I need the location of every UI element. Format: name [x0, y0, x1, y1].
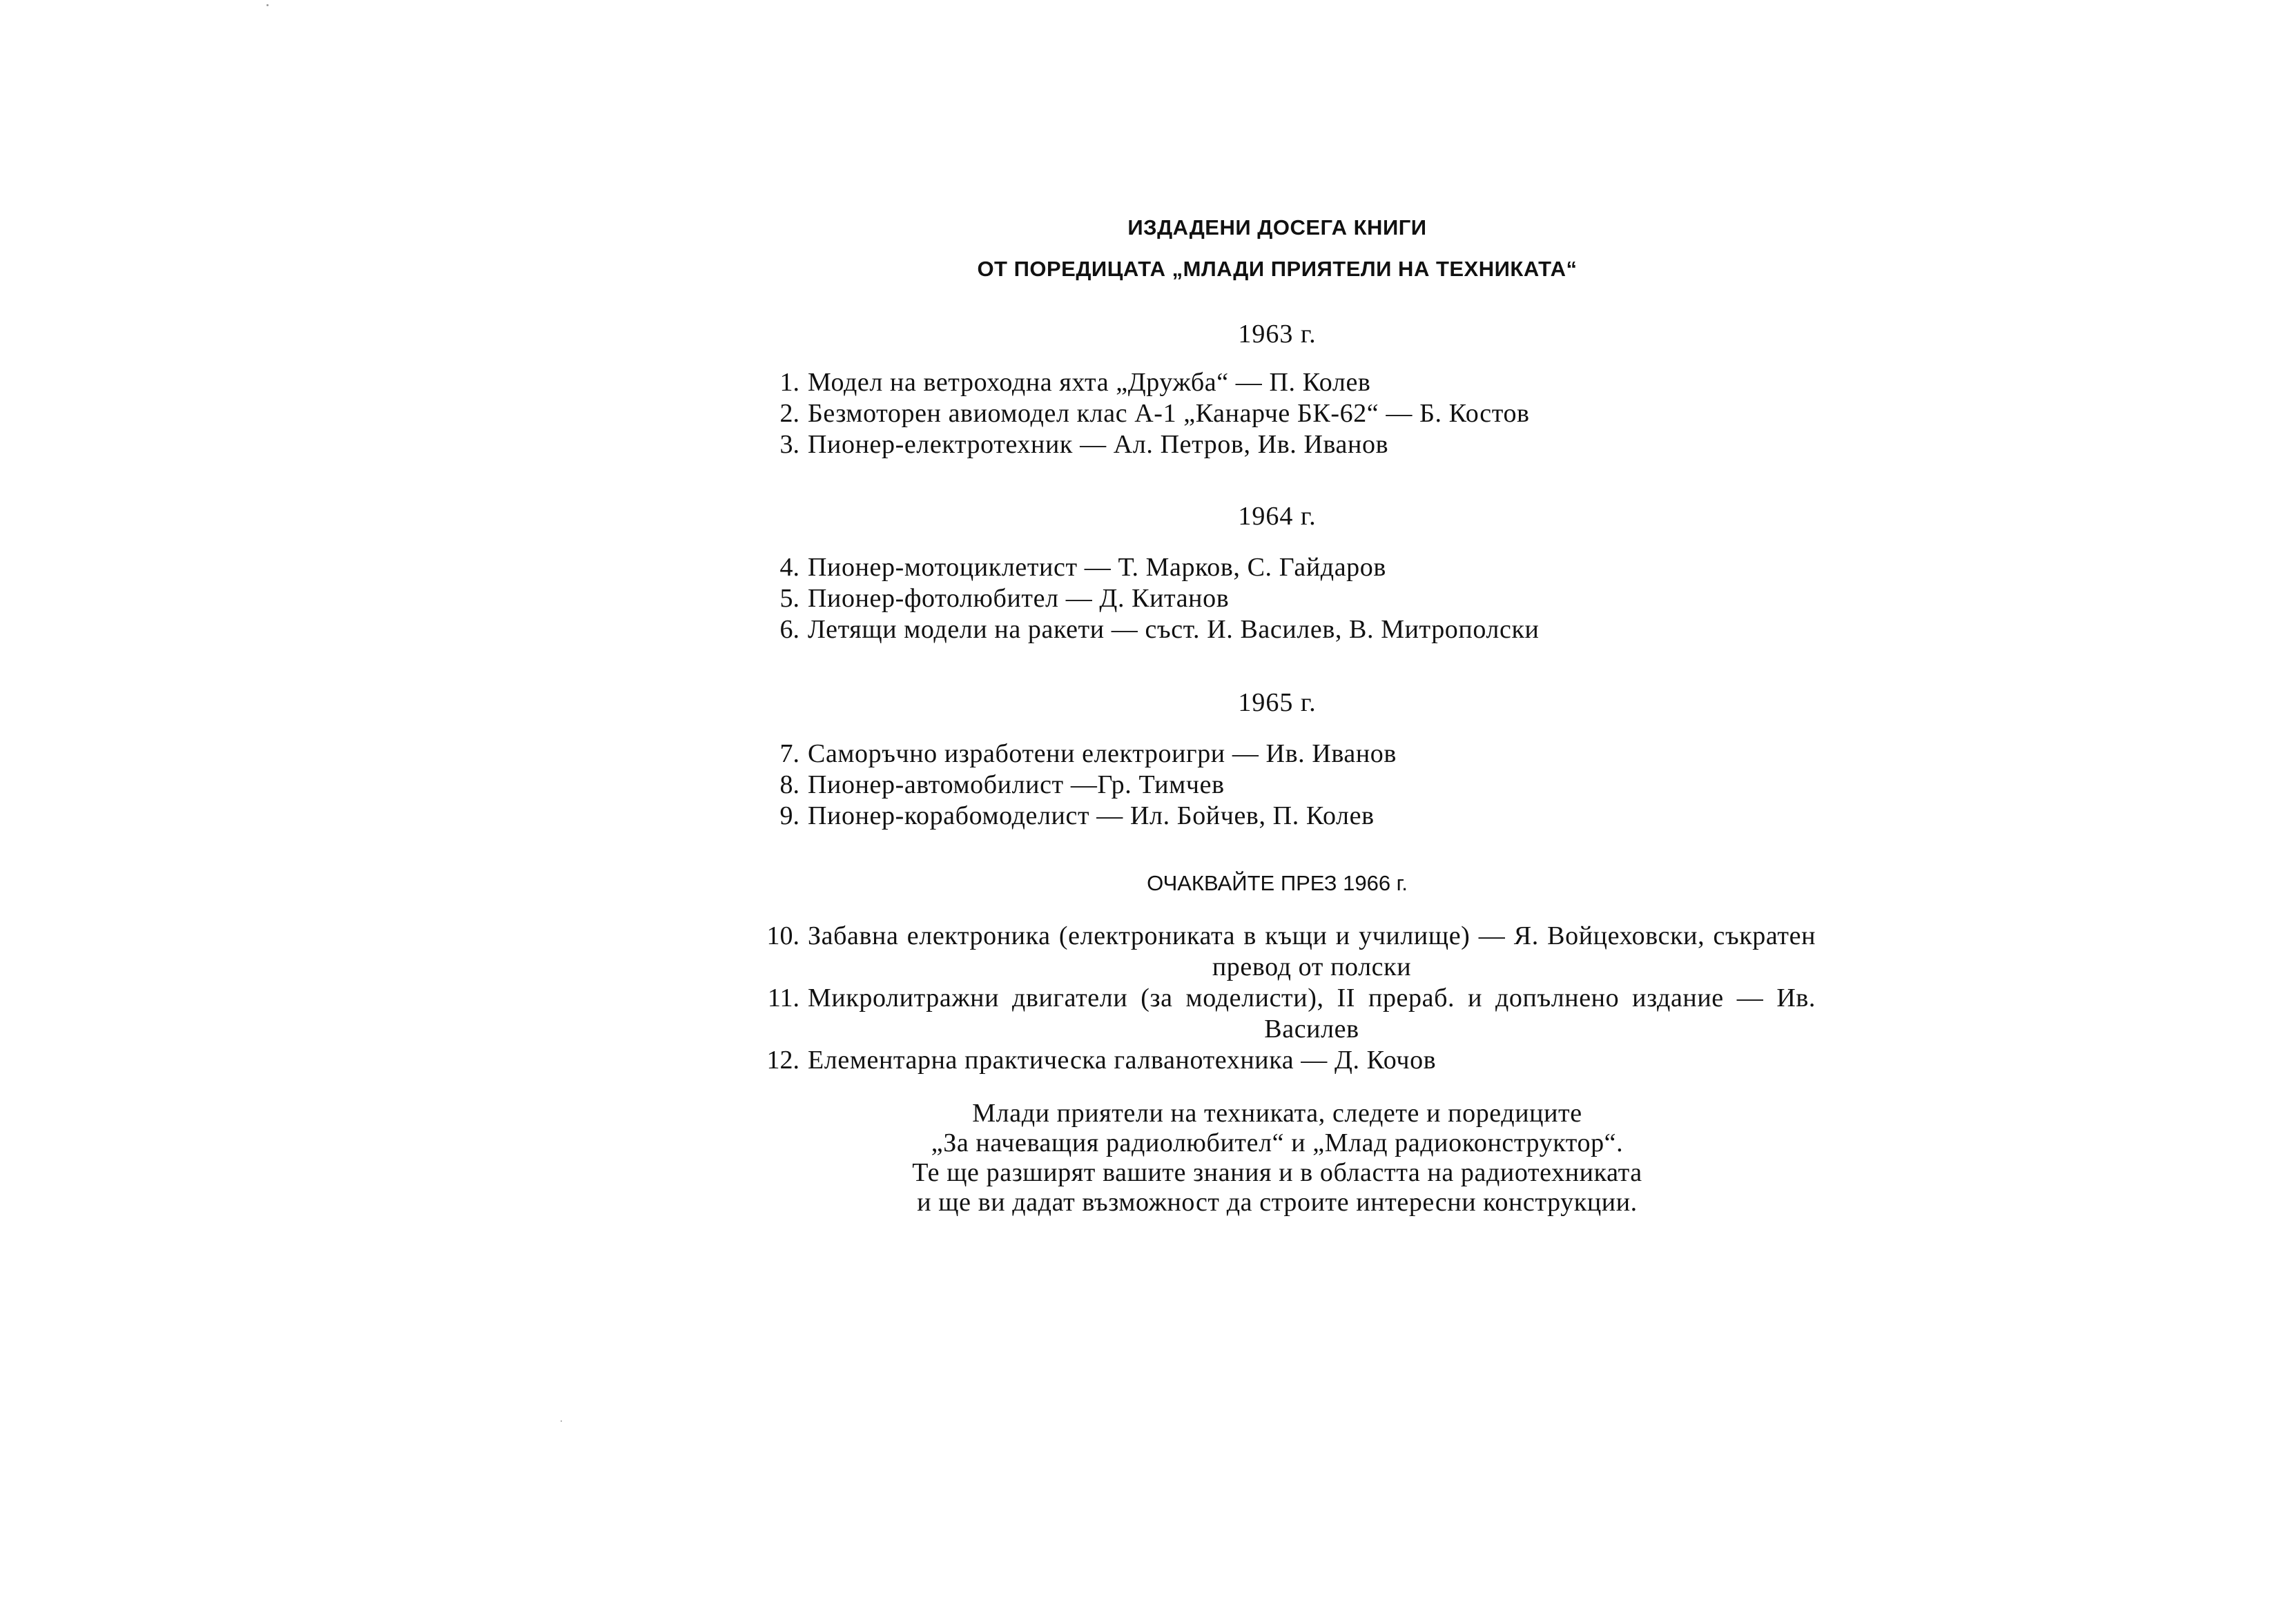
- item-title: Пионер-автомобилист —Гр. Тимчев: [808, 770, 1225, 799]
- item-title: Модел на ветроходна яхта „Дружба“ — П. Колев: [808, 368, 1371, 397]
- item-title: Елементарна практическа галванотехника — Д. Кочов: [808, 1046, 1437, 1075]
- list-item: [739, 770, 1816, 801]
- item-number: 10.: [766, 921, 799, 950]
- closing-line-2: „За начеващия радиолюбител“ и „Млад радиоконструктор“.: [931, 1128, 1624, 1157]
- item-number: 4.: [779, 553, 799, 582]
- list-item: [739, 801, 1816, 832]
- list-item: [739, 552, 1816, 583]
- item-title: Безмоторен авиомодел клас А-1 „Канарче БК-62“ — Б. Костов: [808, 399, 1530, 428]
- closing-line-3: Те ще разширят вашите знания и в областта на радиотехниката: [912, 1158, 1642, 1187]
- list-item: [739, 429, 1816, 460]
- item-number: 2.: [779, 399, 799, 428]
- item-number: 5.: [779, 584, 799, 613]
- item-title: Пионер-електротехник — Ал. Петров, Ив. Иванов: [808, 430, 1389, 459]
- section-year-1963: 1963 г.: [1238, 320, 1317, 349]
- scan-speck: [561, 1420, 562, 1422]
- item-title: Микролитражни двигатели (за моделисти), II прераб. и допълнено издание — Ив. Василев: [808, 984, 1816, 1044]
- section-year-1964: 1964 г.: [1238, 502, 1317, 531]
- book-list-upcoming: [739, 921, 1816, 1076]
- list-item: [739, 738, 1816, 770]
- item-number: 9.: [779, 801, 799, 830]
- list-item: [739, 367, 1816, 398]
- list-item: [739, 983, 1816, 1045]
- list-item: [739, 398, 1816, 429]
- item-number: 3.: [779, 430, 799, 459]
- section-year-1965: 1965 г.: [1238, 688, 1317, 717]
- item-number: 12.: [766, 1046, 799, 1075]
- list-heading-line-2: ОТ ПОРЕДИЦАТА „МЛАДИ ПРИЯТЕЛИ НА ТЕХНИКАТА“: [977, 257, 1578, 281]
- item-number: 6.: [779, 615, 799, 644]
- item-title: Пионер-фотолюбител — Д. Китанов: [808, 584, 1230, 613]
- list-item: [739, 614, 1816, 645]
- book-list-1965: [739, 738, 1816, 832]
- list-item: [739, 1045, 1816, 1076]
- book-list-1963: [739, 367, 1816, 460]
- list-heading-line-1: ИЗДАДЕНИ ДОСЕГА КНИГИ: [1127, 215, 1427, 239]
- item-title: Летящи модели на ракети — съст. И. Василев, В. Митрополски: [808, 615, 1540, 644]
- item-title: Пионер-мотоциклетист — Т. Марков, С. Гайдаров: [808, 553, 1386, 582]
- item-number: 8.: [779, 770, 799, 799]
- closing-line-1: Млади приятели на техниката, следете и поредиците: [972, 1099, 1582, 1128]
- item-number: 7.: [779, 739, 799, 768]
- item-title: Пионер-корабомоделист — Ил. Бойчев, П. Колев: [808, 801, 1375, 830]
- item-number: 11.: [767, 984, 799, 1012]
- item-number: 1.: [779, 368, 799, 397]
- item-title: Саморъчно изработени електроигри — Ив. Иванов: [808, 739, 1397, 768]
- item-title: Забавна електроника (електрониката в къщи и училище) — Я. Войцеховски, съкратен превод от полски: [808, 921, 1816, 981]
- list-item: [739, 583, 1816, 614]
- list-item: [739, 921, 1816, 983]
- scan-speck: [266, 4, 269, 6]
- book-list-1964: [739, 552, 1816, 645]
- closing-line-4: и ще ви дадат възможност да строите интересни конструкции.: [917, 1188, 1638, 1217]
- upcoming-heading: ОЧАКВАЙТЕ ПРЕЗ 1966 г.: [1147, 871, 1408, 895]
- closing-note: [739, 1099, 1816, 1217]
